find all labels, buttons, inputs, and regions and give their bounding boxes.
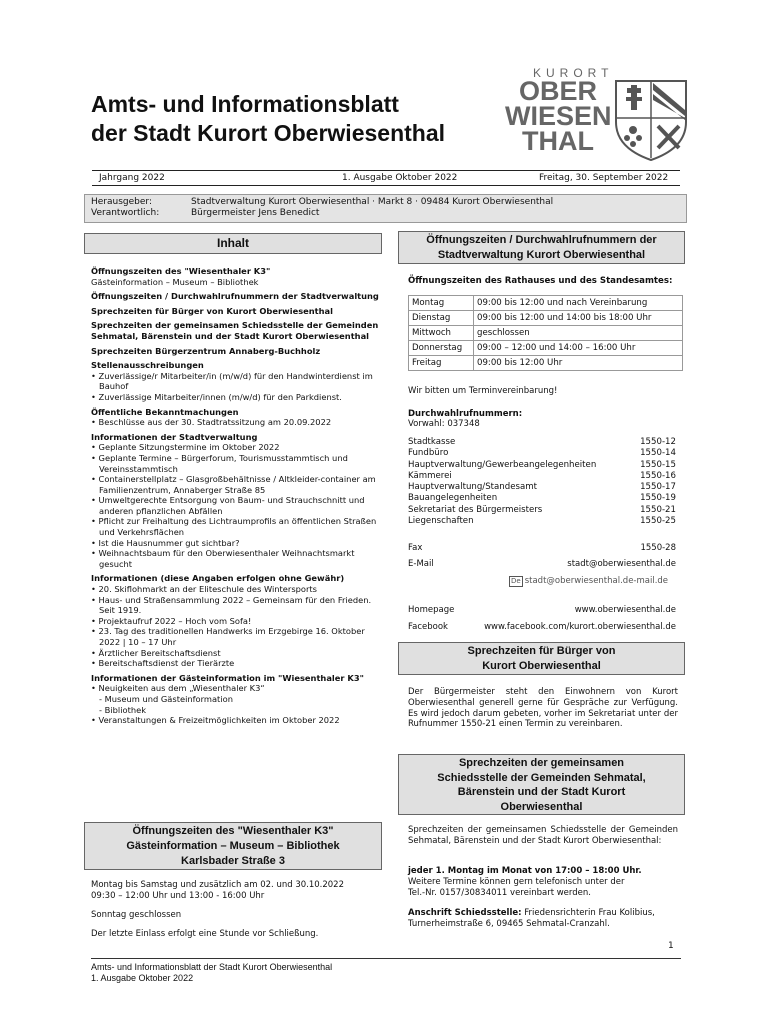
k3-heading-line-2: Gästeinformation – Museum – Bibliothek — [126, 840, 340, 852]
table-of-contents — [91, 266, 381, 726]
toc-sub-item: - Bibliothek — [99, 704, 147, 715]
arbitration-heading — [398, 754, 685, 815]
toc-section-title: Öffentliche Bekanntmachungen — [91, 406, 239, 417]
fax-number: 1550-28 — [640, 543, 676, 553]
toc-section-title: Informationen der Gästeinformation im "Wiesenthaler K3" — [91, 672, 364, 683]
phone-directory — [408, 437, 676, 527]
de-mail-link[interactable]: stadt@oberwiesenthal.de-mail.de — [524, 576, 669, 587]
k3-sunday: Sonntag geschlossen — [91, 910, 182, 920]
responsible-label: Verantwortlich: — [91, 208, 160, 218]
toc-bullet-item: • Weihnachtsbaum für den Oberwiesenthaler Weihnachtsmarkt gesucht — [91, 548, 355, 569]
phone-row — [408, 437, 676, 448]
hours-row — [409, 356, 683, 371]
city-hall-heading — [398, 231, 685, 264]
k3-hours-line-1: Montag bis Samstag und zusätzlich am 02. und 30.10.2022 — [91, 880, 344, 890]
facebook-label: Facebook — [408, 622, 448, 632]
de-mail-icon: De — [511, 577, 521, 585]
toc-bullet-item: • Umweltgerechte Entsorgung von Baum- und Strauchschnitt und anderen pflanzlichen Abfällen — [91, 495, 365, 516]
dial-heading: Durchwahlrufnummern: — [408, 409, 523, 419]
toc-bullet-item: • Zuverlässige/r Mitarbeiter/in (m/w/d) für den Handwinterdienst im Bauhof — [91, 370, 373, 392]
phone-row — [408, 448, 676, 459]
toc-heading: Inhalt — [84, 233, 382, 254]
toc-bullet-item: • Geplante Termine – Bürgerforum, Tourismusstammtisch und Vereinsstammtisch — [91, 452, 348, 474]
toc-bullet-item: • Ist die Hausnummer gut sichtbar? — [91, 537, 240, 548]
phone-row — [408, 471, 676, 482]
toc-bullet-item: • Bereitschaftsdienst der Tierärzte — [91, 658, 235, 669]
city-hall-heading-line-1: Öffnungszeiten / Durchwahlrufnummern der — [426, 234, 657, 246]
mayor-heading — [398, 642, 685, 675]
phone-department: Fundbüro — [408, 448, 449, 459]
hours-day: Montag — [409, 296, 474, 311]
de-mail-row — [509, 576, 677, 587]
responsible-value: Bürgermeister Jens Benedict — [191, 208, 320, 218]
volume-label: Jahrgang 2022 — [99, 173, 165, 183]
hours-time: 09:00 – 12:00 und 14:00 – 16:00 Uhr — [474, 341, 683, 356]
toc-bullet-item: • 20. Skiflohmarkt an der Eliteschule des Wintersports — [91, 584, 317, 595]
toc-bullet-item: • Containerstellplatz – Glasgroßbehältnisse / Altkleider-container am Familienzentrum, Annaberger Straße 85 — [91, 474, 376, 495]
k3-hours-line-2: 09:30 – 12:00 Uhr und 13:00 - 16:00 Uhr — [91, 891, 265, 901]
toc-bullet-item: • Haus- und Straßensammlung 2022 – Gemeinsam für den Frieden. Seit 1919. — [91, 594, 372, 616]
arbitration-address-label: Anschrift Schiedsstelle: — [408, 908, 522, 918]
email-link[interactable]: stadt@oberwiesenthal.de — [567, 559, 676, 569]
issue-date: Freitag, 30. September 2022 — [539, 173, 669, 183]
hours-day: Donnerstag — [409, 341, 474, 356]
toc-section-title: Stellenausschreibungen — [91, 360, 204, 371]
phone-extension: 1550-12 — [640, 437, 676, 447]
toc-section-title: Informationen (diese Angaben erfolgen ohne Gewähr) — [91, 573, 345, 584]
logo-wiesen: WIESEN — [505, 101, 612, 131]
toc-bullet-item: • Veranstaltungen & Freizeitmöglichkeiten im Oktober 2022 — [91, 715, 340, 726]
k3-hours — [91, 880, 381, 940]
arbitration-heading-line-1: Sprechzeiten der gemeinsamen — [458, 757, 625, 769]
logo-thal: THAL — [522, 126, 594, 156]
arbitration-heading-line-4: Oberwiesenthal — [500, 800, 583, 813]
phone-row — [408, 505, 676, 516]
toc-section-title: Öffnungszeiten / Durchwahlrufnummern der Stadtverwaltung — [91, 291, 379, 302]
k3-heading — [84, 822, 382, 870]
phone-extension: 1550-16 — [640, 470, 676, 481]
toc-section-title: Sprechzeiten der gemeinsamen Schiedsstelle der Gemeinden Sehmatal, Bärenstein und der Stadt Kurort Oberwiesenthal — [91, 320, 379, 341]
phone-extension: 1550-19 — [640, 493, 676, 504]
fax-row — [408, 543, 676, 554]
responsible-row — [91, 208, 320, 219]
arbitration-heading-line-3: Bärenstein und der Stadt Kurort — [457, 786, 626, 798]
toc-section-title: Informationen der Stadtverwaltung — [91, 431, 258, 442]
hours-row — [409, 311, 683, 326]
email-label: E-Mail — [408, 559, 434, 569]
toc-bullet-item: • Geplante Sitzungstermine im Oktober 2022 — [91, 442, 280, 453]
hours-time: geschlossen — [474, 326, 683, 341]
phone-department: Stadtkasse — [408, 437, 456, 447]
phone-department: Sekretariat des Bürgermeisters — [408, 504, 543, 515]
phone-extension: 1550-21 — [640, 504, 676, 515]
k3-last-entry: Der letzte Einlass erfolgt eine Stunde vor Schließung. — [91, 929, 319, 939]
coat-of-arms-icon — [613, 78, 689, 162]
facebook-link[interactable]: www.facebook.com/kurort.oberwiesenthal.de — [484, 622, 676, 632]
toc-bullet-item: • Pflicht zur Freihaltung des Lichtraumprofils an öffentlichen Straßen und Verkehrsflächen — [91, 516, 377, 538]
phone-extension: 1550-15 — [640, 459, 676, 470]
toc-bullet-item: • Ärztlicher Bereitschaftsdienst — [91, 647, 221, 658]
hours-row — [409, 296, 683, 311]
phone-department: Liegenschaften — [408, 516, 474, 527]
toc-bullet-item: • Beschlüsse aus der 30. Stadtratssitzung am 20.09.2022 — [91, 417, 332, 428]
phone-extension: 1550-17 — [640, 482, 676, 493]
hours-day: Freitag — [409, 356, 474, 371]
dial-prefix: Vorwahl: 037348 — [408, 419, 480, 429]
arbitration-address — [408, 908, 678, 930]
facebook-row — [408, 622, 676, 633]
page-number: 1 — [668, 941, 674, 951]
toc-bullet-item: • Projektaufruf 2022 – Hoch vom Sofa! — [91, 615, 252, 626]
toc-bullet-item: • Neuigkeiten aus dem „Wiesenthaler K3“ — [91, 683, 265, 694]
opening-hours-table — [408, 295, 683, 371]
mayor-heading-line-2: Kurort Oberwiesenthal — [482, 660, 601, 672]
hours-row — [409, 326, 683, 341]
arbitration-schedule — [408, 866, 678, 898]
phone-row — [408, 493, 676, 504]
toc-section-title: Sprechzeiten für Bürger von Kurort Oberwiesenthal — [91, 305, 333, 316]
toc-section-title: Öffnungszeiten des "Wiesenthaler K3" — [91, 266, 271, 276]
issue-meta-bar — [92, 170, 680, 186]
phone-extension: 1550-25 — [640, 516, 676, 527]
arbitration-schedule-bold: jeder 1. Montag im Monat von 17:00 – 18:00 Uhr. — [408, 866, 642, 876]
fax-label: Fax — [408, 543, 423, 553]
toc-sub-item: - Museum und Gästeinformation — [99, 693, 233, 704]
title-line-1: Amts- und Informationsblatt — [91, 91, 399, 117]
page-footer — [91, 958, 681, 984]
phone-department: Kämmerei — [408, 470, 452, 481]
homepage-link[interactable]: www.oberwiesenthal.de — [574, 605, 676, 615]
arbitration-intro: Sprechzeiten der gemeinsamen Schiedsstelle der Gemeinden Sehmatal, Bärenstein und der Stadt Kurort Oberwiesenthal: — [408, 825, 678, 846]
arbitration-address-text: Friedensrichterin Frau Kolibius, Turnerheimstraße 6, 09465 Sehmatal-Cranzahl. — [408, 908, 655, 929]
k3-heading-line-1: Öffnungszeiten des "Wiesenthaler K3" — [132, 825, 334, 837]
city-hall-subheading: Öffnungszeiten des Rathauses und des Standesamtes: — [408, 276, 673, 286]
appointment-note: Wir bitten um Terminvereinbarung! — [408, 386, 558, 396]
arbitration-schedule-line-3: Tel.-Nr. 0157/30834011 vereinbart werden. — [408, 887, 591, 898]
arbitration-heading-line-2: Schiedsstelle der Gemeinden Sehmatal, — [437, 771, 646, 784]
mayor-text: Der Bürgermeister steht den Einwohnern von Kurort Oberwiesenthal generell gerne für Gespräche zur Verfügung. Es wird jedoch darum gebeten, vorher im Sekretariat unter der Rufnummer 1550-21 einen Termin zu vereinbaren. — [408, 687, 678, 730]
k3-heading-line-3: Karlsbader Straße 3 — [181, 855, 285, 867]
hours-day: Mittwoch — [409, 326, 474, 341]
phone-row — [408, 482, 676, 493]
town-logo — [505, 66, 695, 162]
toc-bullet-item: • 23. Tag des traditionellen Handwerks im Erzgebirge 16. Oktober 2022 | 10 – 17 Uhr — [91, 626, 365, 647]
homepage-row — [408, 605, 676, 616]
publisher-value: Stadtverwaltung Kurort Oberwiesenthal · Markt 8 · 09484 Kurort Oberwiesenthal — [191, 197, 554, 207]
hours-time: 09:00 bis 12:00 Uhr — [474, 356, 683, 371]
phone-row — [408, 460, 676, 471]
phone-department: Hauptverwaltung/Standesamt — [408, 482, 537, 493]
hours-day: Dienstag — [409, 311, 474, 326]
toc-section-title: Sprechzeiten Bürgerzentrum Annaberg-Buchholz — [91, 345, 321, 356]
city-hall-heading-line-2: Stadtverwaltung Kurort Oberwiesenthal — [437, 249, 646, 261]
title-line-2: der Stadt Kurort Oberwiesenthal — [91, 120, 446, 146]
footer-line-1: Amts- und Informationsblatt der Stadt Kurort Oberwiesenthal — [91, 962, 333, 972]
publisher-row — [91, 197, 554, 208]
logo-ober: OBER — [518, 76, 597, 106]
phone-department: Bauangelegenheiten — [408, 493, 498, 504]
publisher-box — [84, 194, 687, 223]
issue-label: 1. Ausgabe Oktober 2022 — [342, 173, 458, 183]
mayor-heading-line-1: Sprechzeiten für Bürger von — [467, 645, 616, 657]
homepage-label: Homepage — [408, 605, 455, 615]
footer-line-2: 1. Ausgabe Oktober 2022 — [91, 973, 194, 983]
arbitration-schedule-line-2: Weitere Termine können gern telefonisch unter der — [408, 876, 625, 887]
document-title — [91, 90, 445, 148]
toc-bullet-item: • Zuverlässige Mitarbeiter/innen (m/w/d) für den Parkdienst. — [91, 391, 342, 402]
phone-row — [408, 516, 676, 527]
phone-department: Hauptverwaltung/Gewerbeangelegenheiten — [408, 459, 597, 470]
phone-extension: 1550-14 — [640, 448, 676, 459]
email-row — [408, 559, 676, 570]
hours-row — [409, 341, 683, 356]
logo-kurort: KURORT — [533, 66, 614, 80]
toc-line: Gästeinformation – Museum – Bibliothek — [91, 276, 259, 287]
hours-time: 09:00 bis 12:00 und nach Vereinbarung — [474, 296, 683, 311]
publisher-label: Herausgeber: — [91, 197, 152, 207]
hours-time: 09:00 bis 12:00 und 14:00 bis 18:00 Uhr — [474, 311, 683, 326]
